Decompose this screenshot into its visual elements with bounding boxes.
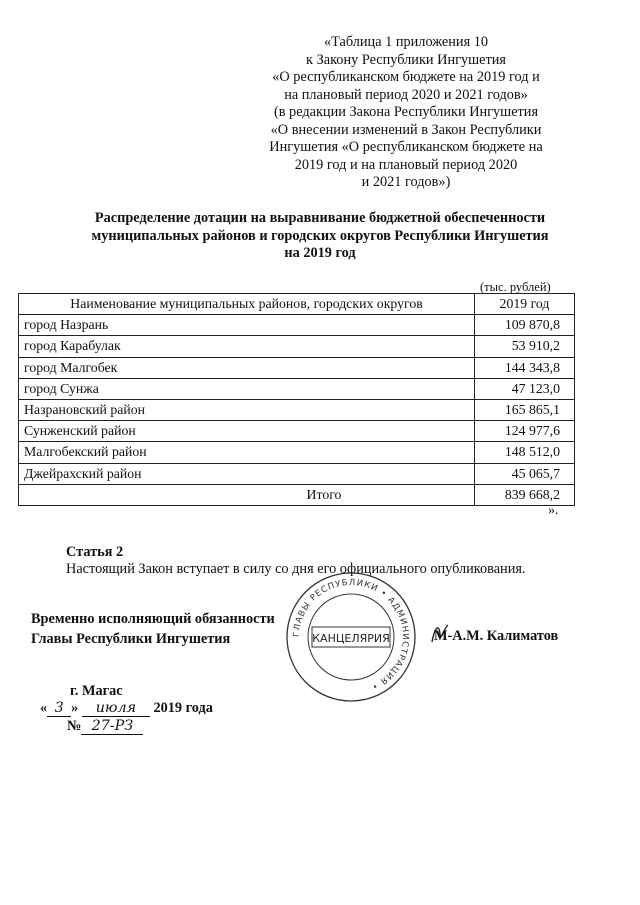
subsidy-value: 109 870,8 <box>475 315 575 336</box>
distribution-table <box>18 293 575 506</box>
table-row <box>19 463 575 484</box>
total-value: 839 668,2 <box>475 484 575 505</box>
table-row <box>19 336 575 357</box>
municipality-name: Джейрахский район <box>19 463 475 484</box>
header-line: «О внесении изменений в Закон Республики <box>270 121 542 138</box>
subsidy-value: 148 512,0 <box>475 442 575 463</box>
header-line: на плановый период 2020 и 2021 годов» <box>284 86 528 103</box>
table-row <box>19 421 575 442</box>
subsidy-value: 47 123,0 <box>475 378 575 399</box>
document-title <box>20 210 620 263</box>
municipality-name: город Сунжа <box>19 378 475 399</box>
municipality-name: город Малгобек <box>19 357 475 378</box>
title-line: на 2019 год <box>284 245 356 261</box>
table-header-row <box>19 294 575 315</box>
subsidy-value: 144 343,8 <box>475 357 575 378</box>
header-line: к Закону Республики Ингушетия <box>306 51 506 68</box>
header-line: Ингушетия «О республиканском бюджете на <box>269 139 543 155</box>
table-row <box>19 442 575 463</box>
number-prefix: № <box>67 718 82 734</box>
stamp-ring-text: ГЛАВЫ РЕСПУБЛИКИ • АДМИНИСТРАЦИЯ • <box>291 577 411 692</box>
open-quote: « <box>40 700 48 716</box>
table-row <box>19 399 575 420</box>
city: г. Магас <box>70 683 123 699</box>
header-line: 2019 год и на плановый период 2020 <box>294 156 518 173</box>
close-quote: » <box>71 700 79 716</box>
header-line: «Таблица 1 приложения 10 <box>323 34 489 50</box>
date-day: 3 <box>47 700 71 717</box>
municipality-name: город Карабулак <box>19 336 475 357</box>
stamp-center-text: КАНЦЕЛЯРИЯ <box>312 632 390 645</box>
date-line <box>40 700 213 717</box>
closing-quote: ». <box>548 503 559 518</box>
signatory-name: М-А.М. Калиматов <box>434 628 559 644</box>
date-month: июля <box>82 700 150 717</box>
office-stamp <box>284 570 418 704</box>
units-note: (тыс. рублей) <box>480 280 551 294</box>
signatory-position <box>31 609 275 649</box>
header-line: и 2021 годов») <box>361 174 451 190</box>
article-title: Статья 2 <box>66 544 124 560</box>
total-row <box>19 484 575 505</box>
subsidy-value: 45 065,7 <box>475 463 575 484</box>
position-line: Временно исполняющий обязанности <box>31 611 275 627</box>
header-line: «О республиканском бюджете на 2019 год и <box>272 69 540 85</box>
date-year: 2019 года <box>153 700 213 716</box>
law-number: 27-РЗ <box>81 718 143 735</box>
title-line: муниципальных районов и городских округов Республики Ингушетия <box>91 227 549 244</box>
header-line: (в редакции Закона Республики Ингушетия <box>273 104 539 120</box>
municipality-name: город Назрань <box>19 315 475 336</box>
header-name: Наименование муниципальных районов, городских округов <box>19 294 475 315</box>
article-text: Настоящий Закон вступает в силу со дня его официального опубликования. <box>66 561 526 577</box>
municipality-name: Малгобекский район <box>19 442 475 463</box>
table-row <box>19 378 575 399</box>
subsidy-value: 165 865,1 <box>475 399 575 420</box>
law-number-line <box>67 718 143 735</box>
municipality-name: Сунженский район <box>19 421 475 442</box>
subsidy-value: 53 910,2 <box>475 336 575 357</box>
appendix-header <box>250 34 562 192</box>
header-year: 2019 год <box>475 294 575 315</box>
position-line: Главы Республики Ингушетия <box>31 631 231 647</box>
title-line: Распределение дотации на выравнивание бюджетной обеспеченности <box>94 210 546 226</box>
municipality-name: Назрановский район <box>19 399 475 420</box>
subsidy-value: 124 977,6 <box>475 421 575 442</box>
total-label: Итого <box>19 484 475 505</box>
table-row <box>19 315 575 336</box>
table-row <box>19 357 575 378</box>
